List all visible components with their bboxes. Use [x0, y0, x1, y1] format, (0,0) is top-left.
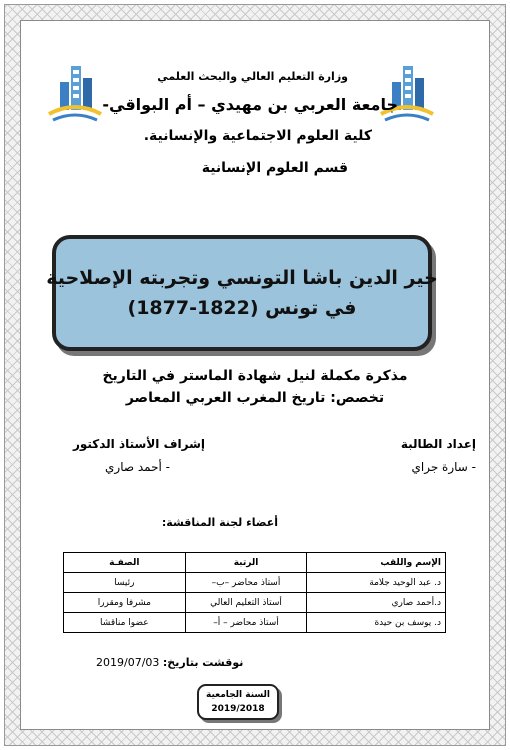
member-role: عضوا مناقشا — [64, 613, 186, 633]
defense-label: نوقشت بتاريخ: — [162, 656, 244, 669]
academic-year-label: السنة الجامعية — [206, 690, 271, 700]
specialization: تخصص: تاريخ المغرب العربي المعاصر — [125, 390, 385, 406]
university-logo-left — [43, 60, 107, 128]
memo-description: مذكرة مكملة لنيل شهادة الماستر في التاريخ — [102, 368, 408, 384]
table-row — [64, 573, 446, 593]
committee-label: أعضاء لجنة المناقشة: — [161, 516, 278, 529]
table-row — [64, 613, 446, 633]
supervisor-label: إشراف الأستاذ الدكتور — [72, 437, 205, 451]
header-name: الإسم واللقب — [307, 553, 446, 573]
table-header-row — [64, 553, 446, 573]
supervisor-name: - أحمد صاري — [105, 460, 170, 474]
member-rank: أستاذ محاضر –ب– — [185, 573, 307, 593]
member-role: رئيسا — [64, 573, 186, 593]
faculty-name: كلية العلوم الاجتماعية والإنسانية. — [143, 128, 372, 144]
member-rank: أستاذ محاضر – أ– — [185, 613, 307, 633]
member-role: مشرفا ومقررا — [64, 593, 186, 613]
thesis-title-box — [46, 235, 438, 351]
university-name: جامعة العربي بن مهيدي – أم البواقي- — [102, 95, 398, 114]
university-logo-right — [375, 60, 439, 128]
student-label: إعداد الطالبة — [400, 437, 476, 451]
defense-date-line — [96, 656, 243, 669]
department-name: قسم العلوم الإنسانية — [201, 160, 348, 176]
header-role: الصفـة — [64, 553, 186, 573]
table-row — [64, 593, 446, 613]
student-name: - سارة جراي — [411, 460, 476, 474]
defense-date: 2019/07/03 — [96, 656, 160, 669]
member-name: د. يوسف بن حيدة — [307, 613, 446, 633]
academic-year-box — [197, 684, 279, 720]
member-name: د. عبد الوحيد جلامة — [307, 573, 446, 593]
committee-table — [63, 552, 446, 633]
header-rank: الرتبة — [185, 553, 307, 573]
thesis-title-line-1: خير الدين باشا التونسي وتجربته الإصلاحية — [46, 267, 438, 289]
thesis-title-line-2: في تونس (1822-1877) — [127, 297, 357, 319]
academic-year-value: 2019/2018 — [211, 704, 265, 714]
member-rank: أستاذ التعليم العالي — [185, 593, 307, 613]
member-name: د.أحمد صاري — [307, 593, 446, 613]
ministry-name: وزارة التعليم العالي والبحث العلمي — [157, 70, 348, 83]
